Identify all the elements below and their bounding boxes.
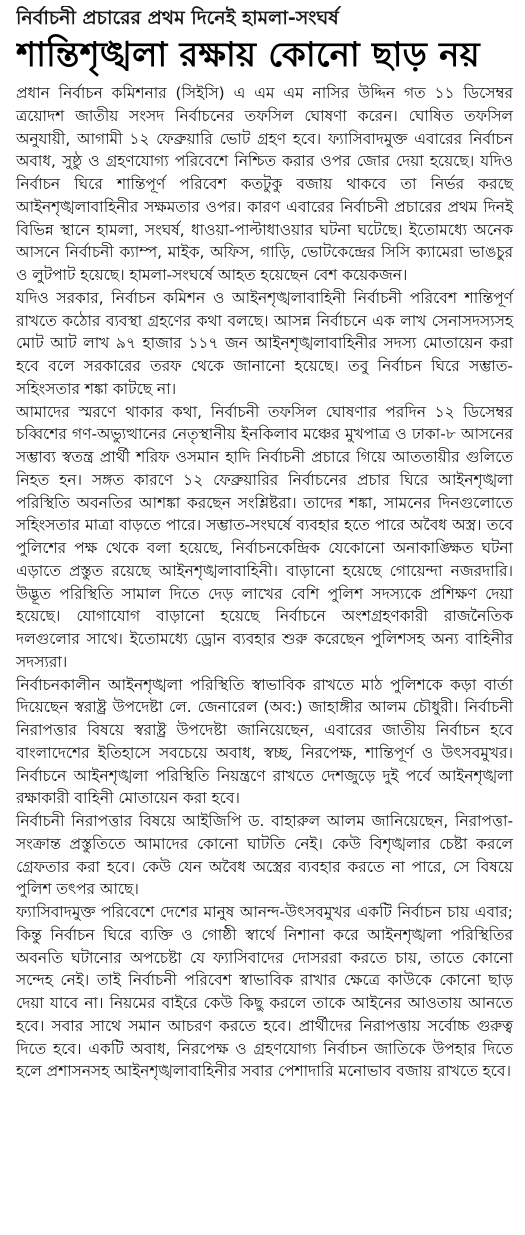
article-kicker: নির্বাচনী প্রচারের প্রথম দিনেই হামলা-সংঘর্ষ (16, 7, 339, 29)
article-headline: শান্তিশৃঙ্খলা রক্ষায় কোনো ছাড় নয় (16, 35, 480, 75)
article-paragraph-2: যদিও সরকার, নির্বাচন কমিশন ও আইনশৃঙ্খলাবাহিনী নির্বাচনী পরিবেশ শান্তিপূর্ণ রাখতে কঠোর ব্যবস্থা গ্রহণের কথা বলছে। আসন্ন নির্বাচনে এক লাখ সেনাসদস্যসহ মোট আট লাখ ৯৭ হাজার ১১৭ জন আইনশৃঙ্খলাবাহিনীর সদস্য মোতায়েন করা হবে বলে সরকারের তরফ থেকে জানানো হয়েছে। তবু নির্বাচন ঘিরে সম্ভাত-সহিংসতার শঙ্কা কাটছে না। (16, 288, 513, 398)
article-paragraph-3: আমাদের স্মরণে থাকার কথা, নির্বাচনী তফসিল ঘোষণার পরদিন ১২ ডিসেম্বর চব্বিশের গণ-অভ্যুত্থানের নেতৃস্থানীয় ইনকিলাব মঞ্চের মুখপাত্র ও ঢাকা-৮ আসনের সম্ভাব্য স্বতন্ত্র প্রার্থী শরিফ ওসমান হাদি নির্বাচনী প্রচারে গিয়ে আততায়ীর গুলিতে নিহত হন। সঙ্গত কারণে ১২ ফেব্রুয়ারির নির্বাচনের প্রচার ঘিরে আইনশৃঙ্খলা পরিস্থিতি অবনতির আশঙ্কা করছেন সংশ্লিষ্টরা। তাদের শঙ্কা, সামনের দিনগুলোতে সহিংসতার মাত্রা বাড়তে পারে। সম্ভাত-সংঘর্ষে ব্যবহার হতে পারে অবৈধ অস্ত্র। তবে পুলিশের পক্ষ থেকে বলা হয়েছে, নির্বাচনকেন্দ্রিক যেকোনো অনাকাঙ্ক্ষিত ঘটনা এড়াতে প্রস্তুত রয়েছে আইনশৃঙ্খলাবাহিনী। বাড়ানো হয়েছে গোয়েন্দা নজরদারি। উদ্ভূত পরিস্থিতি সামাল দিতে দেড় লাখের বেশি পুলিশ সদস্যকে প্রশিক্ষণ দেয়া হয়েছে। যোগাযোগ বাড়ানো হয়েছে নির্বাচনে অংশগ্রহণকারী রাজনৈতিক দলগুলোর সাথে। ইতোমধ্যে ড্রোন ব্যবহার শুরু করেছেন পুলিশসহ অন্য বাহিনীর সদস্যরা। (16, 402, 513, 671)
article-paragraph-4: নির্বাচনকালীন আইনশৃঙ্খলা পরিস্থিতি স্বাভাবিক রাখতে মাঠ পুলিশকে কড়া বার্তা দিয়েছেন স্বরাষ্ট্র উপদেষ্টা লে. জেনারেল (অব:) জাহাঙ্গীর আলম চৌধুরী। নির্বাচনী নিরাপত্তার বিষয়ে স্বরাষ্ট্র উপদেষ্টা জানিয়েছেন, এবারের জাতীয় নির্বাচন হবে বাংলাদেশের ইতিহাসে সবচেয়ে অবাধ, স্বচ্ছ, নিরপেক্ষ, শান্তিপূর্ণ ও উৎসবমুখর। নির্বাচনে আইনশৃঙ্খলা পরিস্থিতি নিয়ন্ত্রণে রাখতে দেশজুড়ে দুই পর্বে আইনশৃঙ্খলা রক্ষাকারী বাহিনী মোতায়েন করা হবে। (16, 675, 513, 808)
article-paragraph-1: প্রধান নির্বাচন কমিশনার (সিইসি) এ এম এম নাসির উদ্দিন গত ১১ ডিসেম্বর ত্রয়োদশ জাতীয় সংসদ নির্বাচনের তফসিল ঘোষণা করেন। ঘোষিত তফসিল অনুযায়ী, আগামী ১২ ফেব্রুয়ারি ভোট গ্রহণ হবে। ফ্যাসিবাদমুক্ত এবারের নির্বাচন অবাধ, সুষ্ঠু ও গ্রহণযোগ্য পরিবেশে নিশ্চিত করার ওপর জোর দেয়া হয়েছে। যদিও নির্বাচন ঘিরে শান্তিপূর্ণ পরিবেশ কতটুকু বজায় থাকবে তা নির্ভর করছে আইনশৃঙ্খলাবাহিনীর সক্ষমতার ওপর। কারণ এবারের নির্বাচনী প্রচারের প্রথম দিনই বিভিন্ন স্থানে হামলা, সংঘর্ষ, ধাওয়া-পাল্টাধাওয়ার ঘটনা ঘটেছে। ইতোমধ্যে অনেক আসনে নির্বাচনী ক্যাম্প, মাইক, অফিস, গাড়ি, ভোটকেন্দ্রের সিসি ক্যামেরা ভাঙচুর ও লুটপাট হয়েছে। হামলা-সংঘর্ষে আহত হয়েছেন বেশ কয়েকজন। (16, 84, 513, 284)
article-paragraph-5: নির্বাচনী নিরাপত্তার বিষয়ে আইজিপি ড. বাহারুল আলম জানিয়েছেন, নিরাপত্তা-সংক্রান্ত প্রস্তুতিতে আমাদের কোনো ঘাটতি নেই। কেউ বিশৃঙ্খলার চেষ্টা করলে গ্রেফতার করা হবে। কেউ যেন অবৈধ অস্ত্রের ব্যবহার করতে না পারে, সে বিষয়ে পুলিশ তৎপর আছে। (16, 812, 513, 899)
article-body (16, 82, 513, 1083)
article-paragraph-6: ফ্যাসিবাদমুক্ত পরিবেশে দেশের মানুষ আনন্দ-উৎসবমুখর একটি নির্বাচন চায় এবার; কিন্তু নির্বাচন ঘিরে ব্যক্তি ও গোষ্ঠী স্বার্থে নিশানা করে আইনশৃঙ্খলা পরিস্থিতির অবনতি ঘটানোর অপচেষ্টা যে ফ্যাসিবাদের দোসররা করতে চায়, তাতে কোনো সন্দেহ নেই। তাই নির্বাচনী পরিবেশ স্বাভাবিক রাখার ক্ষেত্রে কাউকে কোনো ছাড় দেয়া যাবে না। নিয়মের বাইরে কেউ কিছু করলে তাকে আইনের আওতায় আনতে হবে। সবার সাথে সমান আচরণ করতে হবে। প্রার্থীদের নিরাপত্তায় সর্বোচ্চ গুরুত্ব দিতে হবে। একটি অবাধ, নিরপেক্ষ ও গ্রহণযোগ্য নির্বাচন জাতিকে উপহার দিতে হলে প্রশাসনসহ আইনশৃঙ্খলাবাহিনীর সবার পেশাদারি মনোভাব বজায় রাখতে হবে। (16, 903, 513, 1081)
